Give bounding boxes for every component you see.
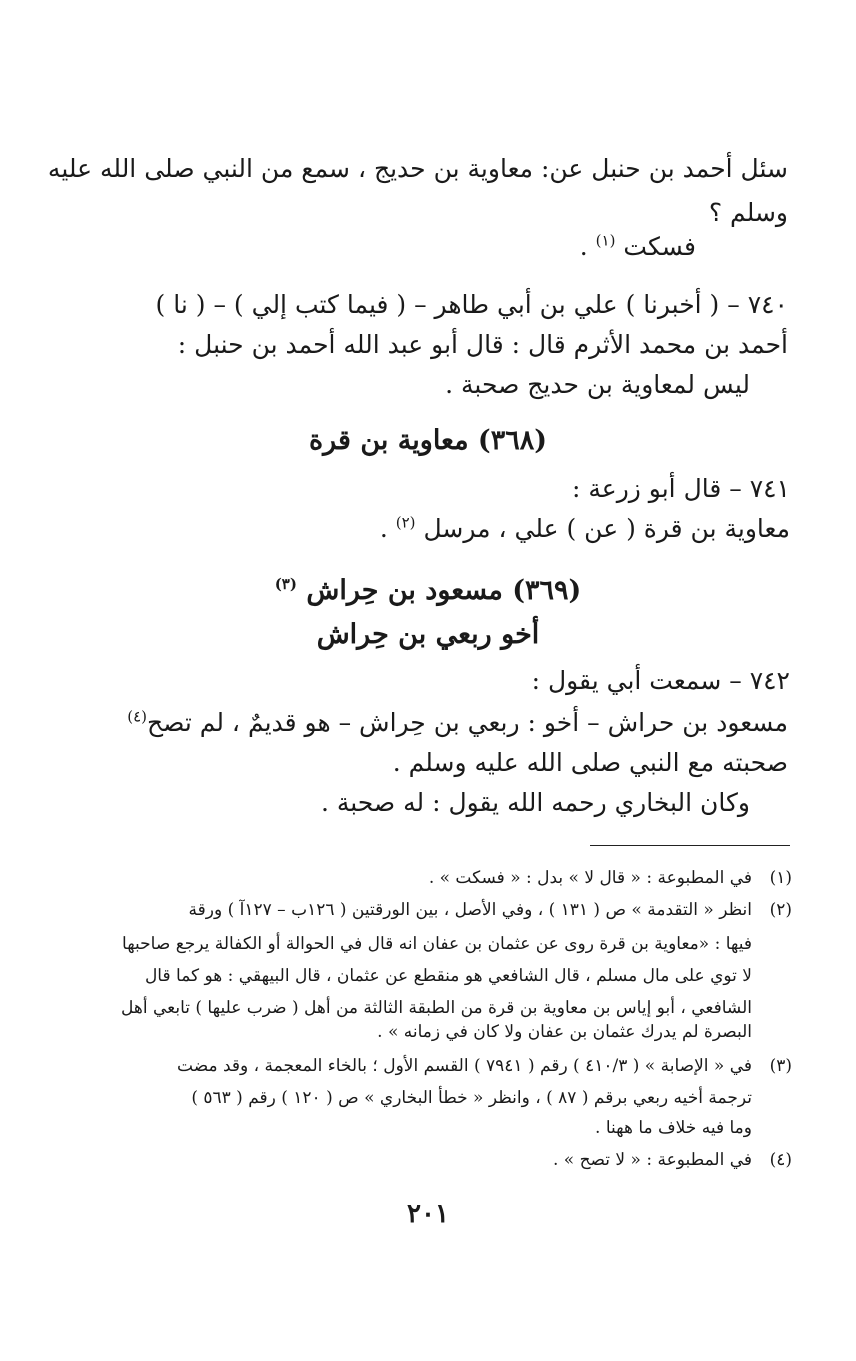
footnote-3-line-3: وما فيه خلاف ما ههنا . (595, 1118, 752, 1138)
page-number: ٢٠١ (407, 1199, 449, 1229)
footnote-2-line-2: فيها : «معاوية بن قرة روى عن عثمان بن عفان انه قال في الحوالة أو الكفالة يرجع صاحبها (122, 934, 752, 954)
footnote-1-line-1: في المطبوعة : « قال لا » بدل : « فسكت » . (428, 868, 752, 888)
section-369-line-4: وكان البخاري رحمه الله يقول : له صحبة . (320, 788, 750, 817)
section-368-line-1: ٧٤١ – قال أبو زرعة : (572, 474, 790, 503)
paragraph-1-end: . (579, 232, 596, 261)
paragraph-2-line-1: ٧٤٠ – ( أخبرنا ) علي بن أبي طاهر – ( فيما كتب إلي ) – ( نا ) (155, 290, 788, 319)
footnote-3-number: (٣) (769, 1056, 792, 1076)
section-369-line-2 (127, 706, 788, 740)
section-369-heading (0, 574, 856, 608)
footnote-1-number: (١) (769, 868, 792, 888)
section-368-line-2 (380, 512, 790, 546)
section-369-text: مسعود بن حراش – أخو : ربعي بن حِراش – هو قديمٌ ، لم تصح (147, 708, 788, 737)
footnote-separator (590, 845, 790, 846)
section-369-heading-text: (٣٦٩) مسعود بن حِراش (306, 575, 582, 606)
paragraph-1-line-2: وسلم ؟ (708, 198, 788, 227)
paragraph-1-line-1: سئل أحمد بن حنبل عن: معاوية بن حديج ، سمع من النبي صلى الله عليه (47, 154, 788, 183)
section-368-end: . (379, 514, 396, 543)
footnote-ref-2: (٢) (395, 513, 416, 532)
paragraph-2-line-2: أحمد بن محمد الأثرم قال : قال أبو عبد الله أحمد بن حنبل : (177, 330, 788, 359)
footnote-ref-3: (٣) (274, 575, 297, 593)
footnote-4-number: (٤) (769, 1150, 792, 1170)
footnote-3-line-1: في « الإصابة » ( ٤١٠/٣ ) رقم ( ٧٩٤١ ) القسم الأول ؛ بالخاء المعجمة ، وقد مضت (177, 1056, 752, 1076)
footnote-ref-4: (٤) (127, 707, 147, 726)
section-369-subheading: أخو ربعي بن حِراش (316, 619, 540, 650)
paragraph-1-line-3 (580, 230, 696, 264)
section-368-text: معاوية بن قرة ( عن ) علي ، مرسل (423, 514, 790, 543)
footnote-2-line-1: انظر « التقدمة » ص ( ١٣١ ) ، وفي الأصل ، بين الورقتين ( ١٢٦ب – ١٢٧آ ) ورقة (188, 900, 752, 920)
footnote-4-line-1: في المطبوعة : « لا تصح » . (552, 1150, 752, 1170)
footnote-3-line-2: ترجمة أخيه ربعي برقم ( ٨٧ ) ، وانظر « خطأ البخاري » ص ( ١٢٠ ) رقم ( ٥٦٣ ) (191, 1088, 752, 1108)
section-369-line-3: صحبته مع النبي صلى الله عليه وسلم . (392, 748, 788, 777)
footnote-ref-1: (١) (595, 231, 616, 250)
footnote-2-line-4: الشافعي ، أبو إياس بن معاوية بن قرة من الطبقة الثالثة من أهل ( ضرب عليها ) تابعي أهل (121, 998, 752, 1018)
paragraph-2-line-3: ليس لمعاوية بن حديج صحبة . (445, 370, 750, 399)
section-369-line-1: ٧٤٢ – سمعت أبي يقول : (531, 666, 790, 695)
section-368-heading: (٣٦٨) معاوية بن قرة (308, 425, 548, 456)
paragraph-1-text: فسكت (623, 232, 696, 261)
footnote-2-line-3: لا توي على مال مسلم ، قال الشافعي هو منقطع عن عثمان ، قال البيهقي : هو كما قال (144, 966, 752, 986)
footnote-2-line-5: البصرة لم يدرك عثمان بن عفان ولا كان في زمانه » . (377, 1022, 752, 1042)
footnote-2-number: (٢) (769, 900, 792, 920)
